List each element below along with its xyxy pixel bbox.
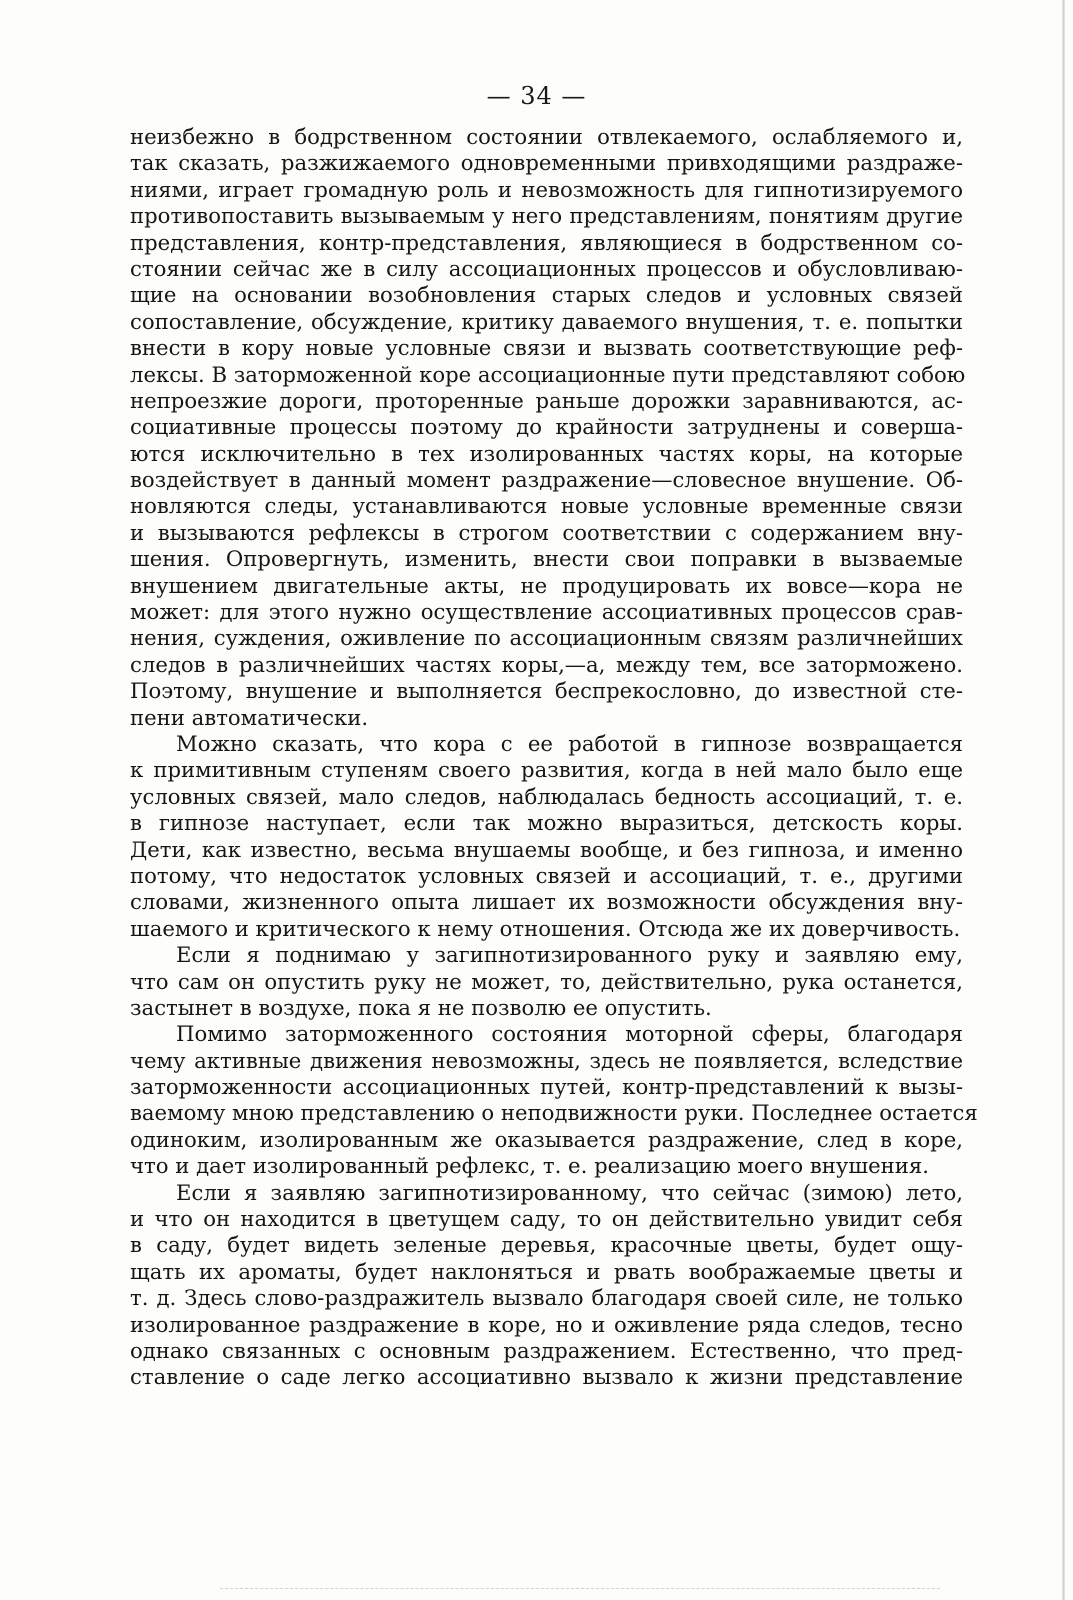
text-line: Дети, как известно, весьма внушаемы вообще, и без гипноза, и именно: [130, 836, 963, 862]
text-line: внести в кору новые условные связи и вызвать соответствующие реф-: [130, 335, 963, 361]
text-line: чему активные движения невозможны, здесь не появляется, вследствие: [130, 1047, 963, 1073]
text-line: может: для этого нужно осуществление ассоциативных процессов срав-: [130, 599, 963, 625]
paragraph: [130, 942, 963, 1021]
paragraph: [130, 731, 963, 942]
text-line: Помимо заторможенного состояния моторной сферы, благодаря: [176, 1021, 963, 1047]
text-line: что и дает изолированный рефлекс, т. е. реализацию моего внушения.: [130, 1153, 929, 1179]
text-line: новляются следы, устанавливаются новые условные временные связи: [130, 493, 963, 519]
text-line: Поэтому, внушение и выполняется беспрекословно, до известной сте-: [130, 678, 963, 704]
text-line: в гипнозе наступает, если так можно выразиться, детскость коры.: [130, 810, 963, 836]
text-line: потому, что недостаток условных связей и ассоциаций, т. е., другими: [130, 862, 963, 888]
text-line: пени автоматически.: [130, 704, 369, 730]
text-line: к примитивным ступеням своего развития, когда в ней мало было еще: [130, 757, 963, 783]
text-line: щать их ароматы, будет наклоняться и рвать воображаемые цветы и: [130, 1258, 963, 1284]
text-line: одиноким, изолированным же оказывается раздражение, след в коре,: [130, 1126, 963, 1152]
text-line: однако связанных с основным раздражением. Естественно, что пред-: [130, 1337, 963, 1363]
text-line: словами, жизненного опыта лишает их возможности обсуждения вну-: [130, 889, 963, 915]
paragraph: [130, 1180, 963, 1391]
text-line: ставление о саде легко ассоциативно вызвало к жизни представление: [130, 1364, 963, 1390]
text-line: Если я заявляю загипнотизированному, что сейчас (зимою) лето,: [176, 1179, 963, 1205]
text-line: застынет в воздухе, пока я не позволю ее опустить.: [130, 994, 712, 1020]
text-line: ваемому мною представлению о неподвижности руки. Последнее остается: [130, 1100, 978, 1126]
text-line: заторможенности ассоциационных путей, контр-представлений к вызы-: [130, 1074, 963, 1100]
text-line: щие на основании возобновления старых следов и условных связей: [130, 282, 963, 308]
page-edge-shadow: [1062, 0, 1065, 1600]
text-line: т. д. Здесь слово-раздражитель вызвало благодаря своей силе, не только: [130, 1285, 963, 1311]
text-line: ются исключительно в тех изолированных частях коры, на которые: [130, 440, 963, 466]
text-line: и вызываются рефлексы в строгом соответствии с содержанием вну-: [130, 519, 963, 545]
page-number: — 34 —: [486, 82, 587, 110]
text-line: социативные процессы поэтому до крайности затруднены и соверша-: [130, 414, 963, 440]
bottom-scan-marks: [220, 1588, 940, 1592]
paragraph: [130, 124, 966, 731]
text-line: шаемого и критического к нему отношения. Отсюда же их доверчивость.: [130, 915, 961, 941]
text-line: Если я поднимаю у загипнотизированного руку и заявляю ему,: [176, 942, 963, 968]
text-line: ниями, играет громадную роль и невозможность для гипнотизируемого: [130, 176, 963, 202]
text-line: представления, контр-представления, являющиеся в бодрственном со-: [130, 229, 963, 255]
text-line: в саду, будет видеть зеленые деревья, красочные цветы, будет ощу-: [130, 1232, 963, 1258]
text-line: сопоставление, обсуждение, критику даваемого внушения, т. е. попытки: [130, 308, 963, 334]
text-line: условных связей, мало следов, наблюдалась бедность ассоциаций, т. е.: [130, 783, 963, 809]
text-line: нения, суждения, оживление по ассоциационным связям различнейших: [130, 625, 963, 651]
text-line: внушением двигательные акты, не продуцировать их вовсе—кора не: [130, 572, 963, 598]
text-line: неизбежно в бодрственном состоянии отвлекаемого, ослабляемого и,: [130, 124, 963, 149]
text-line: и что он находится в цветущем саду, то он действительно увидит себя: [130, 1206, 963, 1232]
text-line: стоянии сейчас же в силу ассоциационных процессов и обусловливаю-: [130, 255, 963, 281]
text-line: шения. Опровергнуть, изменить, внести свои поправки в вызваемые: [130, 546, 963, 572]
text-line: Можно сказать, что кора с ее работой в гипнозе возвращается: [176, 730, 963, 756]
text-line: изолированное раздражение в коре, но и оживление ряда следов, тесно: [130, 1311, 963, 1337]
text-line: так сказать, разжижаемого одновременными привходящими раздраже-: [130, 150, 963, 176]
text-line: воздействует в данный момент раздражение—словесное внушение. Об-: [130, 467, 963, 493]
body-text: [130, 124, 978, 1391]
text-line: противопоставить вызываемым у него представлениям, понятиям другие: [130, 203, 963, 229]
text-line: непроезжие дороги, проторенные раньше дорожки заравниваются, ас-: [130, 387, 963, 413]
text-line: лексы. В заторможенной коре ассоциационные пути представляют собою: [130, 361, 966, 387]
text-line: следов в различнейших частях коры,—а, между тем, все заторможено.: [130, 651, 963, 677]
paragraph: [130, 1021, 978, 1179]
text-line: что сам он опустить руку не может, то, действительно, рука останется,: [130, 968, 963, 994]
